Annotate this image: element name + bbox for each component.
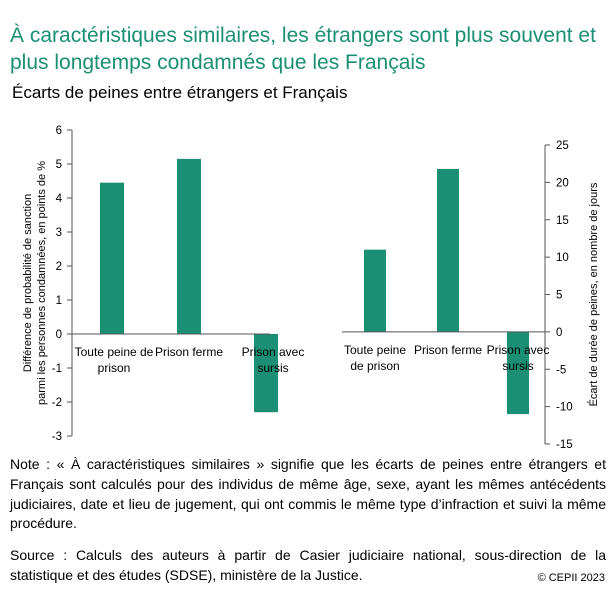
y-tick-label: 0	[55, 329, 62, 341]
x-category-label: Prison avec sursis	[486, 342, 550, 373]
y-tick-label: 10	[556, 252, 569, 265]
y-tick-label: 25	[556, 140, 569, 152]
y-tick-label: -1	[51, 363, 62, 375]
chart-subtitle: Écarts de peines entre étrangers et Français	[12, 83, 348, 102]
x-category-label: Toute peine de prison	[343, 342, 407, 373]
left-chart-panel	[22, 125, 304, 443]
source-note: Source : Calculs des auteurs à partir de Casier judiciaire national, sous-direction de la statistique et des études (SDSE), ministère de la Justice.	[10, 547, 606, 583]
y-tick-label: -5	[556, 364, 567, 377]
x-category-label: Toute peine de prison	[74, 345, 154, 375]
bar	[177, 159, 201, 334]
y-tick-label: -2	[51, 397, 62, 409]
y-tick-label: 4	[55, 193, 62, 205]
x-category-label: Prison ferme	[413, 342, 483, 357]
right-chart-panel	[342, 140, 600, 450]
bar	[100, 183, 124, 334]
y-tick-label: 1	[55, 295, 62, 307]
y-tick-label: -10	[556, 401, 573, 414]
y-tick-label: 5	[556, 289, 563, 302]
chart-title: À caractéristiques similaires, les étrangers sont plus souvent et plus longtemps condamnés que les Français	[10, 24, 596, 74]
y-tick-label: 20	[556, 177, 569, 190]
y-tick-label: 3	[55, 227, 62, 239]
y-tick-label: 15	[556, 214, 569, 227]
y-tick-label: 6	[55, 125, 62, 137]
footnote: Note : « À caractéristiques similaires » signifie que les écarts de peines entre étrangers et Français sont calculés pour des individus de même âge, sexe, ayant les mêmes antécédents judiciaires, date et lieu de jugement, qui ont commis le même type d’infraction et suivi la même procédure.	[10, 456, 606, 532]
y-tick-label: 5	[55, 159, 62, 171]
y-tick-label: -15	[556, 439, 573, 450]
x-category-label: Prison ferme	[154, 345, 224, 359]
bar	[364, 250, 386, 332]
y-tick-label: 2	[55, 261, 62, 273]
bar	[437, 169, 459, 332]
copyright: © CEPII 2023	[537, 572, 605, 584]
y-axis-title: Différence de probabilité de sanction parmi les personnes condamnées, en points de %	[22, 161, 48, 405]
y-tick-label: 0	[556, 326, 563, 339]
y-axis-title: Écart de durée de peines, en nombre de jours	[588, 182, 600, 407]
x-category-label: Prison avec sursis	[241, 345, 305, 375]
y-tick-label: -3	[51, 431, 62, 443]
chart-area	[0, 110, 613, 450]
